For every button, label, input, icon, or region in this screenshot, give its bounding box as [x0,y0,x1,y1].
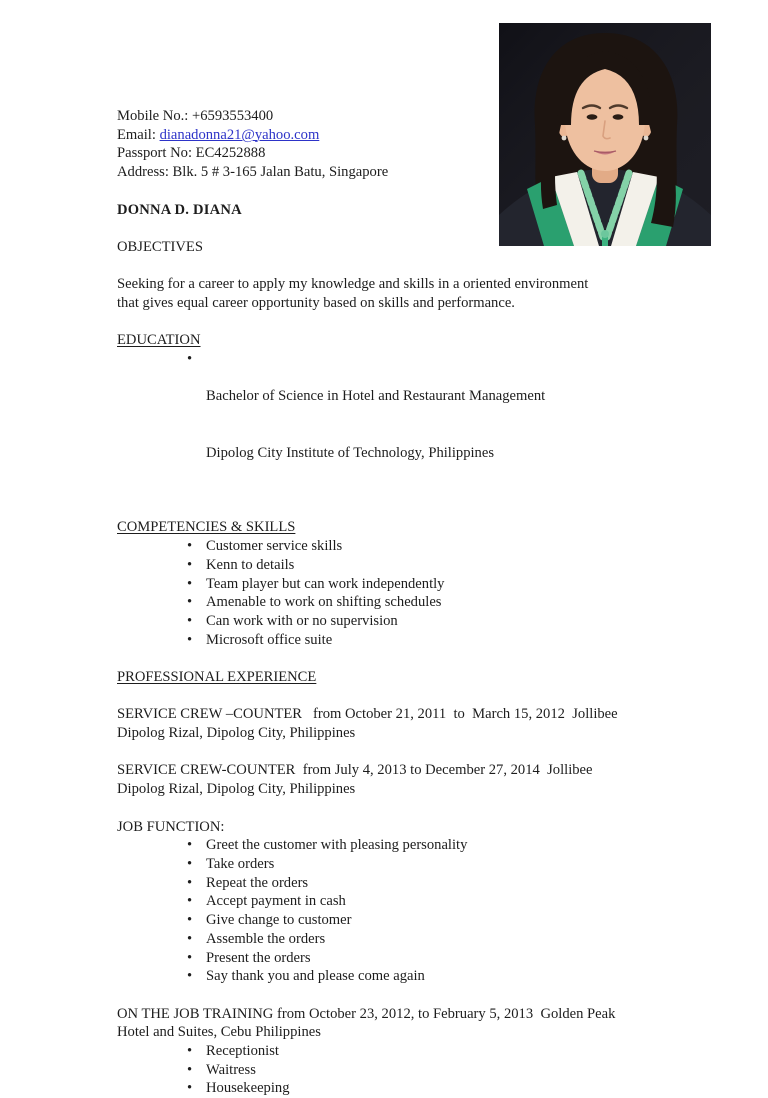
list-item: • Greet the customer with pleasing personality [117,836,727,855]
contact-email-label: Email: [117,126,160,143]
list-item: • Customer service skills [117,537,727,556]
list-item: • Team player but can work independently [117,575,727,594]
list-item [117,350,727,500]
section-title-job-function: JOB FUNCTION: [117,818,225,835]
resume-content [117,107,727,1098]
experience-job-2 [117,761,727,798]
training-list [117,1042,727,1098]
section-title-education: EDUCATION [117,332,201,349]
experience-job-1 [117,705,727,742]
list-item: • Give change to customer [117,911,727,930]
text-line: Dipolog City Institute of Technology, Philippines [206,444,495,461]
list-item: • Housekeeping [117,1079,727,1098]
list-item: • Receptionist [117,1042,727,1061]
text-line: SERVICE CREW –COUNTER from October 21, 2011 to March 15, 2012 Jollibee [117,706,618,723]
list-item: • Present the orders [117,949,727,968]
section-title-experience: PROFESSIONAL EXPERIENCE [117,669,317,685]
text-line: Hotel and Suites, Cebu Philippines [117,1024,321,1041]
list-item: • Say thank you and please come again [117,967,727,986]
email-link[interactable]: dianadonna21@yahoo.com [159,126,320,143]
person-name: DONNA D. DIANA [117,201,242,218]
text-line: ON THE JOB TRAINING from October 23, 2012, to February 5, 2013 Golden Peak [117,1005,616,1022]
list-item: • Assemble the orders [117,930,727,949]
training-paragraph [117,1005,727,1042]
list-item: • Accept payment in cash [117,892,727,911]
text-line: that gives equal career opportunity based on skills and performance. [117,294,515,311]
competencies-list [117,537,727,649]
text-line: • Bachelor of Science in Hotel and Restaurant Management [206,388,546,405]
list-item: • Waitress [117,1061,727,1080]
list-item: • Can work with or no supervision [117,612,727,631]
text-line: Dipolog Rizal, Dipolog City, Philippines [117,725,356,742]
text-line: SERVICE CREW-COUNTER from July 4, 2013 to December 27, 2014 Jollibee [117,762,593,779]
contact-email-line [117,126,727,145]
section-title-objectives: OBJECTIVES [117,238,203,255]
list-item: • Microsoft office suite [117,631,727,650]
contact-passport: Passport No: EC4252888 [117,145,266,162]
list-item: • Repeat the orders [117,874,727,893]
list-item: • Amenable to work on shifting schedules [117,593,727,612]
contact-block [117,107,727,182]
objectives-paragraph [117,275,727,312]
job-function-list [117,836,727,986]
contact-address: Address: Blk. 5 # 3-165 Jalan Batu, Singapore [117,164,389,181]
contact-mobile: Mobile No.: +6593553400 [117,108,274,124]
list-item: • Take orders [117,855,727,874]
text-line: Dipolog Rizal, Dipolog City, Philippines [117,781,356,798]
list-item: • Kenn to details [117,556,727,575]
education-list [117,350,727,500]
text-line: Seeking for a career to apply my knowledge and skills in a oriented environment [117,276,589,293]
section-title-competencies: COMPETENCIES & SKILLS [117,519,296,536]
